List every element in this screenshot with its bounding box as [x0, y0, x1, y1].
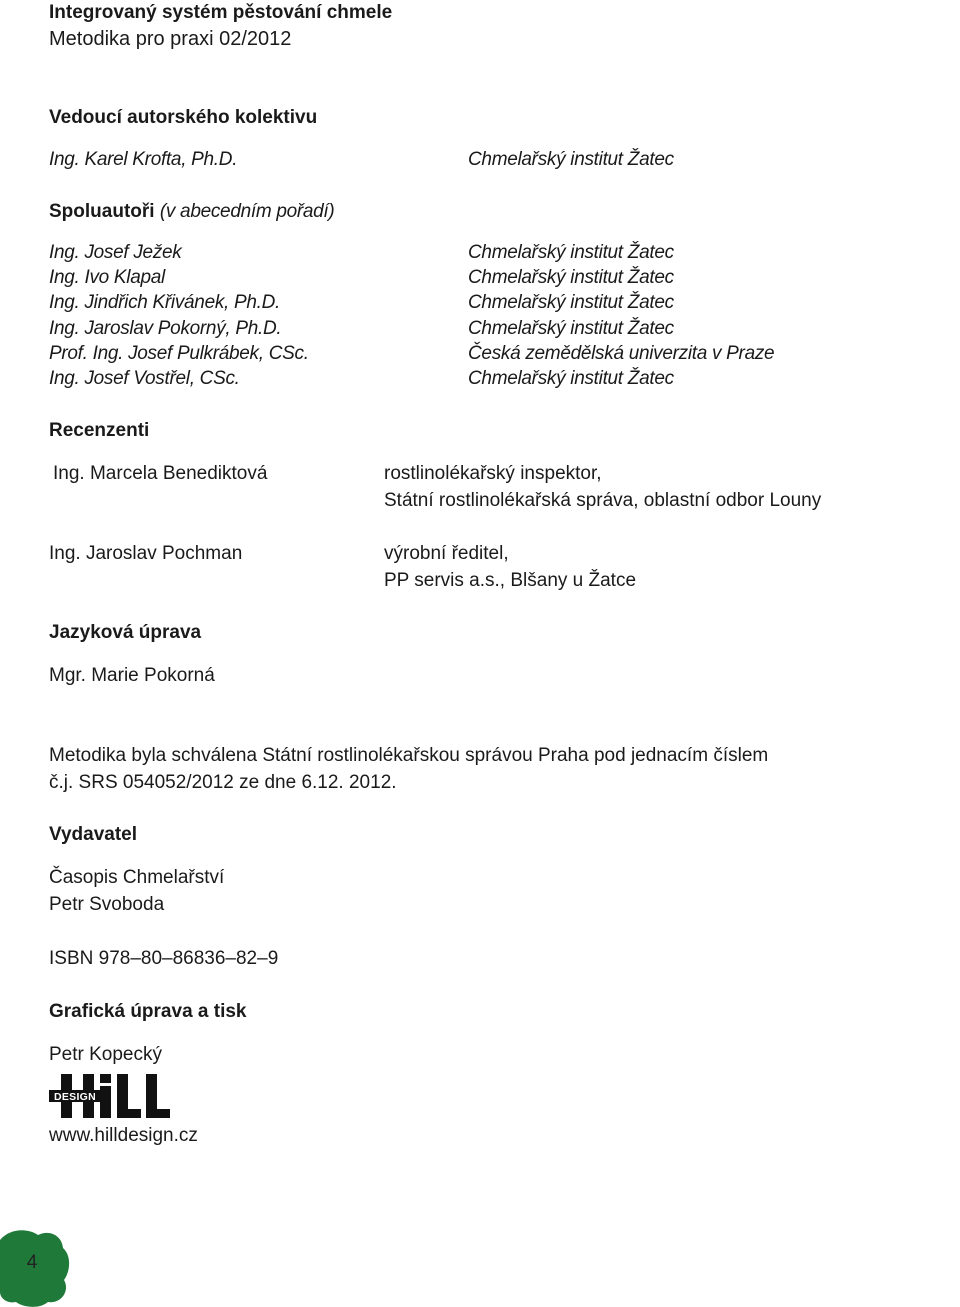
coauthor-institution: Chmelařský institut Žatec [468, 267, 674, 289]
publisher-heading: Vydavatel [49, 824, 138, 845]
publisher-line-1: Časopis Chmelařství [49, 867, 225, 888]
coauthors-heading: Spoluautoři [49, 201, 155, 222]
document-subtitle: Metodika pro praxi 02/2012 [49, 28, 292, 50]
lead-author-name: Ing. Karel Krofta, Ph.D. [49, 149, 238, 170]
reviewer-name: Ing. Jaroslav Pochman [49, 543, 243, 564]
document-title: Integrovaný systém pěstování chmele [49, 2, 393, 23]
coauthor-name: Ing. Jindřich Křivánek, Ph.D. [49, 292, 281, 314]
coauthors-heading-note: (v abecedním pořadí) [159, 201, 335, 222]
coauthor-name: Ing. Josef Vostřel, CSc. [49, 368, 240, 390]
reviewers-heading: Recenzenti [49, 420, 150, 441]
approval-line-1: Metodika byla schválena Státní rostlinolékařskou správou Praha pod jednacím číslem [49, 745, 769, 766]
coauthor-name: Prof. Ing. Josef Pulkrábek, CSc. [49, 342, 309, 364]
isbn: ISBN 978–80–86836–82–9 [49, 948, 279, 969]
graphics-heading: Grafická úprava a tisk [49, 1001, 247, 1022]
language-editor-name: Mgr. Marie Pokorná [49, 665, 215, 686]
coauthor-institution: Chmelařský institut Žatec [468, 368, 674, 390]
coauthor-institutions [468, 240, 774, 391]
approval-line-2: č.j. SRS 054052/2012 ze dne 6.12. 2012. [49, 772, 397, 793]
coauthor-name: Ing. Jaroslav Pokorný, Ph.D. [49, 317, 282, 339]
page-number: 4 [26, 1252, 38, 1273]
coauthor-name: Ing. Josef Ježek [49, 242, 182, 263]
lead-heading: Vedoucí autorského kolektivu [49, 107, 318, 128]
hill-design-logo [49, 1072, 191, 1120]
coauthor-name: Ing. Ivo Klapal [49, 267, 165, 289]
language-heading: Jazyková úprava [49, 622, 202, 643]
reviewer-role: rostlinolékařský inspektor, [384, 463, 602, 484]
reviewer-role: výrobní ředitel, [384, 543, 509, 564]
coauthor-institution: Česká zemědělská univerzita v Praze [468, 342, 775, 364]
coauthors-heading-line [49, 199, 334, 224]
reviewer-name: Ing. Marcela Benediktová [53, 463, 268, 484]
svg-text:DESIGN: DESIGN [53, 1091, 97, 1103]
reviewer-organization: Státní rostlinolékařská správa, oblastní odbor Louny [384, 490, 822, 511]
coauthor-institution: Chmelařský institut Žatec [468, 317, 674, 339]
coauthor-institution: Chmelařský institut Žatec [468, 292, 674, 314]
publisher-line-2: Petr Svoboda [49, 894, 165, 915]
graphics-designer-name: Petr Kopecký [49, 1044, 162, 1065]
designer-website-link[interactable]: www.hilldesign.cz [49, 1125, 198, 1146]
reviewer-organization: PP servis a.s., Blšany u Žatce [384, 570, 637, 591]
coauthor-institution: Chmelařský institut Žatec [468, 242, 674, 263]
lead-author-institution: Chmelařský institut Žatec [468, 149, 674, 170]
coauthor-names [49, 240, 309, 391]
